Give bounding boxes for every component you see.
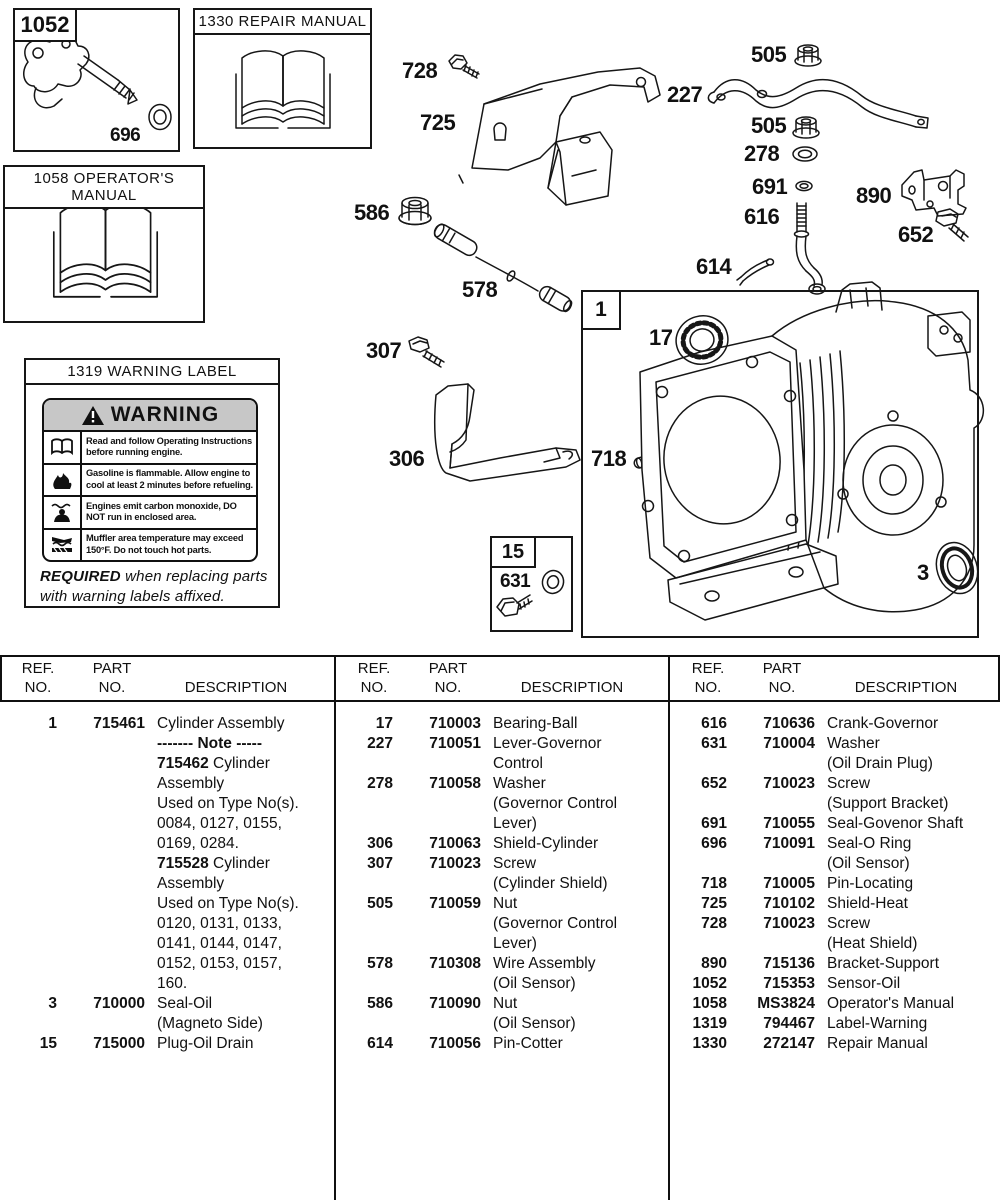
description-cell	[815, 774, 1000, 814]
column-rows	[670, 714, 1000, 1054]
ref-no-cell: 691	[701, 815, 727, 832]
description-cell	[815, 734, 1000, 774]
description-line: Repair Manual	[827, 1035, 928, 1052]
description-cell	[481, 734, 668, 774]
description-cell	[145, 1034, 333, 1054]
operators-manual-box-title: 1058 OPERATOR'S MANUAL	[5, 167, 203, 209]
description-line: 0141, 0144, 0147,	[157, 935, 282, 952]
header-part: PART	[762, 660, 802, 677]
ref-no-cell: 586	[367, 995, 393, 1012]
description-line: Seal-O Ring	[827, 835, 912, 852]
description-line: Shield-Heat	[827, 895, 908, 912]
ref-no-cell: 306	[367, 835, 393, 852]
part-row	[336, 994, 668, 1034]
callout-278: 278	[744, 141, 780, 166]
ref-tag-1052-label: 1052	[20, 12, 70, 37]
part-row	[336, 954, 668, 994]
warning-row-text: Muffler area temperature may exceed 150°F. Do not touch hot parts.	[86, 533, 244, 555]
description-line: Pin-Locating	[827, 875, 914, 892]
ref-no-cell: 3	[48, 995, 57, 1012]
callout-652: 652	[898, 222, 934, 247]
description-line: (Support Bracket)	[827, 795, 949, 812]
description-cell	[481, 994, 668, 1034]
screw-307-drawing	[409, 337, 444, 367]
description-line: Label-Warning	[827, 1015, 928, 1032]
part-row	[336, 894, 668, 954]
ref-no-cell: 15	[39, 1035, 57, 1052]
description-line: Pin-Cotter	[493, 1035, 563, 1052]
operating-instructions-book-icon	[50, 438, 74, 456]
part-row	[336, 854, 668, 894]
part-no-cell: 710059	[429, 895, 481, 912]
part-row	[670, 874, 1000, 894]
description-line: (Heat Shield)	[827, 935, 918, 952]
description-line: 0169, 0284.	[157, 835, 239, 852]
ref-no-cell: 505	[367, 895, 393, 912]
description-line: 715462 Cylinder	[157, 755, 270, 772]
column-header: REF. NO. PART NO. DESCRIPTION	[336, 655, 668, 702]
part-row	[670, 994, 1000, 1014]
description-line: Screw	[827, 775, 871, 792]
part-no-cell: 715136	[763, 955, 815, 972]
hot-surface-icon	[50, 536, 74, 554]
screw-728-drawing	[449, 55, 479, 78]
ref-no-cell: 718	[701, 875, 727, 892]
header-part: PART	[92, 660, 132, 677]
warning-row	[44, 432, 256, 465]
seal-691-drawing	[796, 181, 812, 190]
description-cell	[481, 834, 668, 854]
part-no-cell: 710063	[429, 835, 481, 852]
description-line: Used on Type No(s).	[157, 895, 299, 912]
part-row	[336, 834, 668, 854]
description-line: (Cylinder Shield)	[493, 875, 608, 892]
description-line: (Oil Sensor)	[493, 975, 576, 992]
description-cell	[815, 1014, 1000, 1034]
header-description: DESCRIPTION	[854, 679, 958, 696]
description-line: Plug-Oil Drain	[157, 1035, 254, 1052]
part-no-cell: 710004	[763, 735, 815, 752]
description-line: 0120, 0131, 0133,	[157, 915, 282, 932]
description-line: Sensor-Oil	[827, 975, 901, 992]
column-rows	[0, 714, 333, 1054]
description-line: Nut	[493, 995, 518, 1012]
description-line: 715528 Cylinder	[157, 855, 270, 872]
description-cell	[815, 814, 1000, 834]
governor-lever-drawing	[708, 80, 928, 128]
part-no-cell: 710308	[429, 955, 481, 972]
ref-no-cell: 1058	[692, 995, 727, 1012]
description-cell	[815, 974, 1000, 994]
column-rows	[336, 714, 668, 1054]
ref-no-cell: 616	[701, 715, 727, 732]
ref-tag-1052	[13, 8, 77, 42]
part-row	[336, 1034, 668, 1054]
parts-column-2	[336, 655, 668, 1200]
part-no-cell: 710000	[93, 995, 145, 1012]
part-row	[670, 914, 1000, 954]
part-row	[670, 894, 1000, 914]
part-row	[336, 774, 668, 834]
description-line: ------- Note -----	[157, 735, 262, 752]
description-line: Lever-Governor	[493, 735, 602, 752]
repair-manual-inset-box	[193, 8, 372, 149]
part-row	[670, 734, 1000, 774]
part-row	[336, 734, 668, 774]
ref-no-cell: 696	[701, 835, 727, 852]
ref-tag-15-label: 15	[501, 540, 525, 563]
description-line: (Governor Control	[493, 915, 618, 932]
header-ref: REF.	[691, 660, 725, 677]
part-no-cell: MS3824	[757, 995, 815, 1012]
description-cell	[815, 954, 1000, 974]
warning-row-text: Gasoline is flammable. Allow engine to cool at least 2 minutes before refueling.	[86, 468, 253, 490]
description-cell	[481, 954, 668, 994]
description-cell	[815, 834, 1000, 874]
description-line: Washer	[827, 735, 880, 752]
cotter-pin-drawing	[737, 259, 774, 285]
header-ref: REF.	[357, 660, 391, 677]
part-row	[336, 714, 668, 734]
callout-17: 17	[649, 325, 673, 350]
description-line: 0084, 0127, 0155,	[157, 815, 282, 832]
description-line: Lever)	[493, 935, 537, 952]
part-no-cell: 710023	[763, 915, 815, 932]
part-row	[670, 774, 1000, 814]
callout-631: 631	[500, 571, 531, 592]
warning-banner	[44, 400, 256, 432]
governor-crank-drawing	[795, 203, 826, 294]
callout-728: 728	[402, 58, 438, 83]
nut-505-upper-drawing	[795, 45, 821, 66]
flammable-flame-icon	[51, 470, 73, 490]
ref-tag-1-label: 1	[595, 298, 607, 321]
description-line: (Magneto Side)	[157, 1015, 263, 1032]
warning-row	[44, 497, 256, 530]
part-no-cell: 715000	[93, 1035, 145, 1052]
ref-tag-15	[490, 536, 536, 568]
part-no-cell: 710023	[763, 775, 815, 792]
callout-3: 3	[917, 560, 929, 585]
callout-307: 307	[366, 338, 402, 363]
description-cell	[145, 714, 333, 994]
callout-578: 578	[462, 277, 498, 302]
part-row	[0, 714, 333, 994]
ref-no-cell: 227	[367, 735, 393, 752]
description-line: Wire Assembly	[493, 955, 596, 972]
part-no-cell: 710056	[429, 1035, 481, 1052]
heat-shield-drawing	[472, 68, 660, 205]
sensor-oil-inset-box	[13, 8, 180, 152]
description-line: Seal-Oil	[157, 995, 213, 1012]
support-bracket-drawing	[902, 170, 966, 216]
part-no-cell: 710055	[763, 815, 815, 832]
description-line: (Oil Drain Plug)	[827, 755, 933, 772]
part-no-cell: 710636	[763, 715, 815, 732]
description-cell	[815, 874, 1000, 894]
description-cell	[481, 774, 668, 834]
warning-row	[44, 530, 256, 561]
description-line: Assembly	[157, 775, 225, 792]
description-line: Operator's Manual	[827, 995, 955, 1012]
ref-no-cell: 1052	[692, 975, 727, 992]
description-cell	[481, 1034, 668, 1054]
header-description: DESCRIPTION	[520, 679, 624, 696]
ref-no-cell: 578	[367, 955, 393, 972]
callout-505-upper: 505	[751, 42, 787, 67]
nut-586-drawing	[399, 198, 431, 225]
part-no-cell: 710090	[429, 995, 481, 1012]
description-cell	[815, 914, 1000, 954]
callout-227: 227	[667, 82, 703, 107]
description-line: Bearing-Ball	[493, 715, 578, 732]
part-row	[670, 1034, 1000, 1054]
description-line: Used on Type No(s).	[157, 795, 299, 812]
part-no-cell: 272147	[763, 1035, 815, 1052]
repair-manual-box-title: 1330 REPAIR MANUAL	[195, 10, 370, 35]
ref-no-cell: 631	[701, 735, 727, 752]
description-line: Screw	[493, 855, 537, 872]
description-line: Shield-Cylinder	[493, 835, 599, 852]
callout-890: 890	[856, 183, 892, 208]
part-no-cell: 794467	[763, 1015, 815, 1032]
header-description: DESCRIPTION	[184, 679, 288, 696]
callout-306: 306	[389, 446, 425, 471]
part-no-cell: 710058	[429, 775, 481, 792]
ref-no-cell: 725	[701, 895, 727, 912]
part-row	[670, 974, 1000, 994]
callout-691: 691	[752, 174, 788, 199]
ref-no-cell: 890	[701, 955, 727, 972]
description-line: Control	[493, 755, 543, 772]
part-no-cell: 710003	[429, 715, 481, 732]
parts-column-1	[0, 655, 333, 1200]
description-line: Cylinder Assembly	[157, 715, 285, 732]
ref-no-cell: 728	[701, 915, 727, 932]
part-no-cell: 710023	[429, 855, 481, 872]
ref-no-cell: 652	[701, 775, 727, 792]
description-line: Seal-Govenor Shaft	[827, 815, 964, 832]
description-line: Assembly	[157, 875, 225, 892]
column-header: REF. NO. PART NO. DESCRIPTION	[0, 655, 333, 702]
description-line: (Oil Sensor)	[827, 855, 910, 872]
description-cell	[145, 994, 333, 1034]
washer-278-drawing	[793, 147, 817, 161]
description-line: Lever)	[493, 815, 537, 832]
description-line: Nut	[493, 895, 518, 912]
operators-manual-inset-box	[3, 165, 205, 323]
description-line: 160.	[157, 975, 188, 992]
description-cell	[815, 994, 1000, 1014]
description-line: Screw	[827, 915, 871, 932]
part-row	[0, 994, 333, 1034]
callout-718: 718	[591, 446, 627, 471]
description-line: (Oil Sensor)	[493, 1015, 576, 1032]
header-part: PART	[428, 660, 468, 677]
nut-505-lower-drawing	[793, 117, 819, 138]
description-line: Bracket-Support	[827, 955, 939, 972]
ref-no-cell: 278	[367, 775, 393, 792]
part-no-cell: 710091	[763, 835, 815, 852]
ref-no-cell: 614	[367, 1035, 393, 1052]
description-line: Crank-Governor	[827, 715, 939, 732]
warning-row-text: Engines emit carbon monoxide, DO NOT run in enclosed area.	[86, 500, 237, 523]
callout-696: 696	[110, 125, 141, 146]
part-no-cell: 710102	[763, 895, 815, 912]
header-ref: REF.	[21, 660, 55, 677]
warning-label-box-title: 1319 WARNING LABEL	[26, 360, 278, 385]
oil-sensor-wire-drawing	[432, 222, 574, 314]
part-no-cell: 715461	[93, 715, 145, 732]
description-line: Washer	[493, 775, 546, 792]
warning-triangle-icon	[81, 405, 105, 426]
warning-footnote-rest: when replacing parts with warning labels affixed.	[40, 568, 268, 606]
part-no-cell: 710005	[763, 875, 815, 892]
part-row	[670, 834, 1000, 874]
warning-footnote	[40, 567, 268, 608]
ref-no-cell: 1330	[692, 1035, 727, 1052]
column-header: REF. NO. PART NO. DESCRIPTION	[670, 655, 1000, 702]
ref-no-cell: 1	[48, 715, 57, 732]
warning-footnote-required: REQUIRED	[40, 568, 121, 585]
parts-column-3	[670, 655, 1000, 1200]
callout-586: 586	[354, 200, 390, 225]
ref-tag-1	[581, 290, 621, 330]
part-row	[670, 1014, 1000, 1034]
description-cell	[481, 714, 668, 734]
ref-no-cell: 1319	[692, 1015, 727, 1032]
cylinder-assembly-inset-box	[581, 290, 979, 638]
part-row	[0, 1034, 333, 1054]
warning-banner-text: WARNING	[110, 403, 220, 426]
part-row	[670, 714, 1000, 734]
description-cell	[815, 1034, 1000, 1054]
callout-616: 616	[744, 204, 780, 229]
description-cell	[815, 714, 1000, 734]
description-cell	[815, 894, 1000, 914]
part-no-cell: 710051	[429, 735, 481, 752]
callout-725: 725	[420, 110, 456, 135]
description-line: (Governor Control	[493, 795, 618, 812]
description-line: 0152, 0153, 0157,	[157, 955, 282, 972]
warning-row	[44, 465, 256, 498]
description-cell	[481, 854, 668, 894]
cylinder-shield-drawing	[435, 175, 580, 481]
callout-505-lower: 505	[751, 113, 787, 138]
callout-614: 614	[696, 254, 732, 279]
warning-row-text: Read and follow Operating Instructions before running engine.	[86, 435, 252, 458]
warning-label-graphic	[42, 398, 258, 562]
part-no-cell: 715353	[763, 975, 815, 992]
ref-no-cell: 17	[375, 715, 393, 732]
description-cell	[481, 894, 668, 954]
part-row	[670, 814, 1000, 834]
ref-no-cell: 307	[367, 855, 393, 872]
carbon-monoxide-icon	[50, 502, 74, 522]
part-row	[670, 954, 1000, 974]
